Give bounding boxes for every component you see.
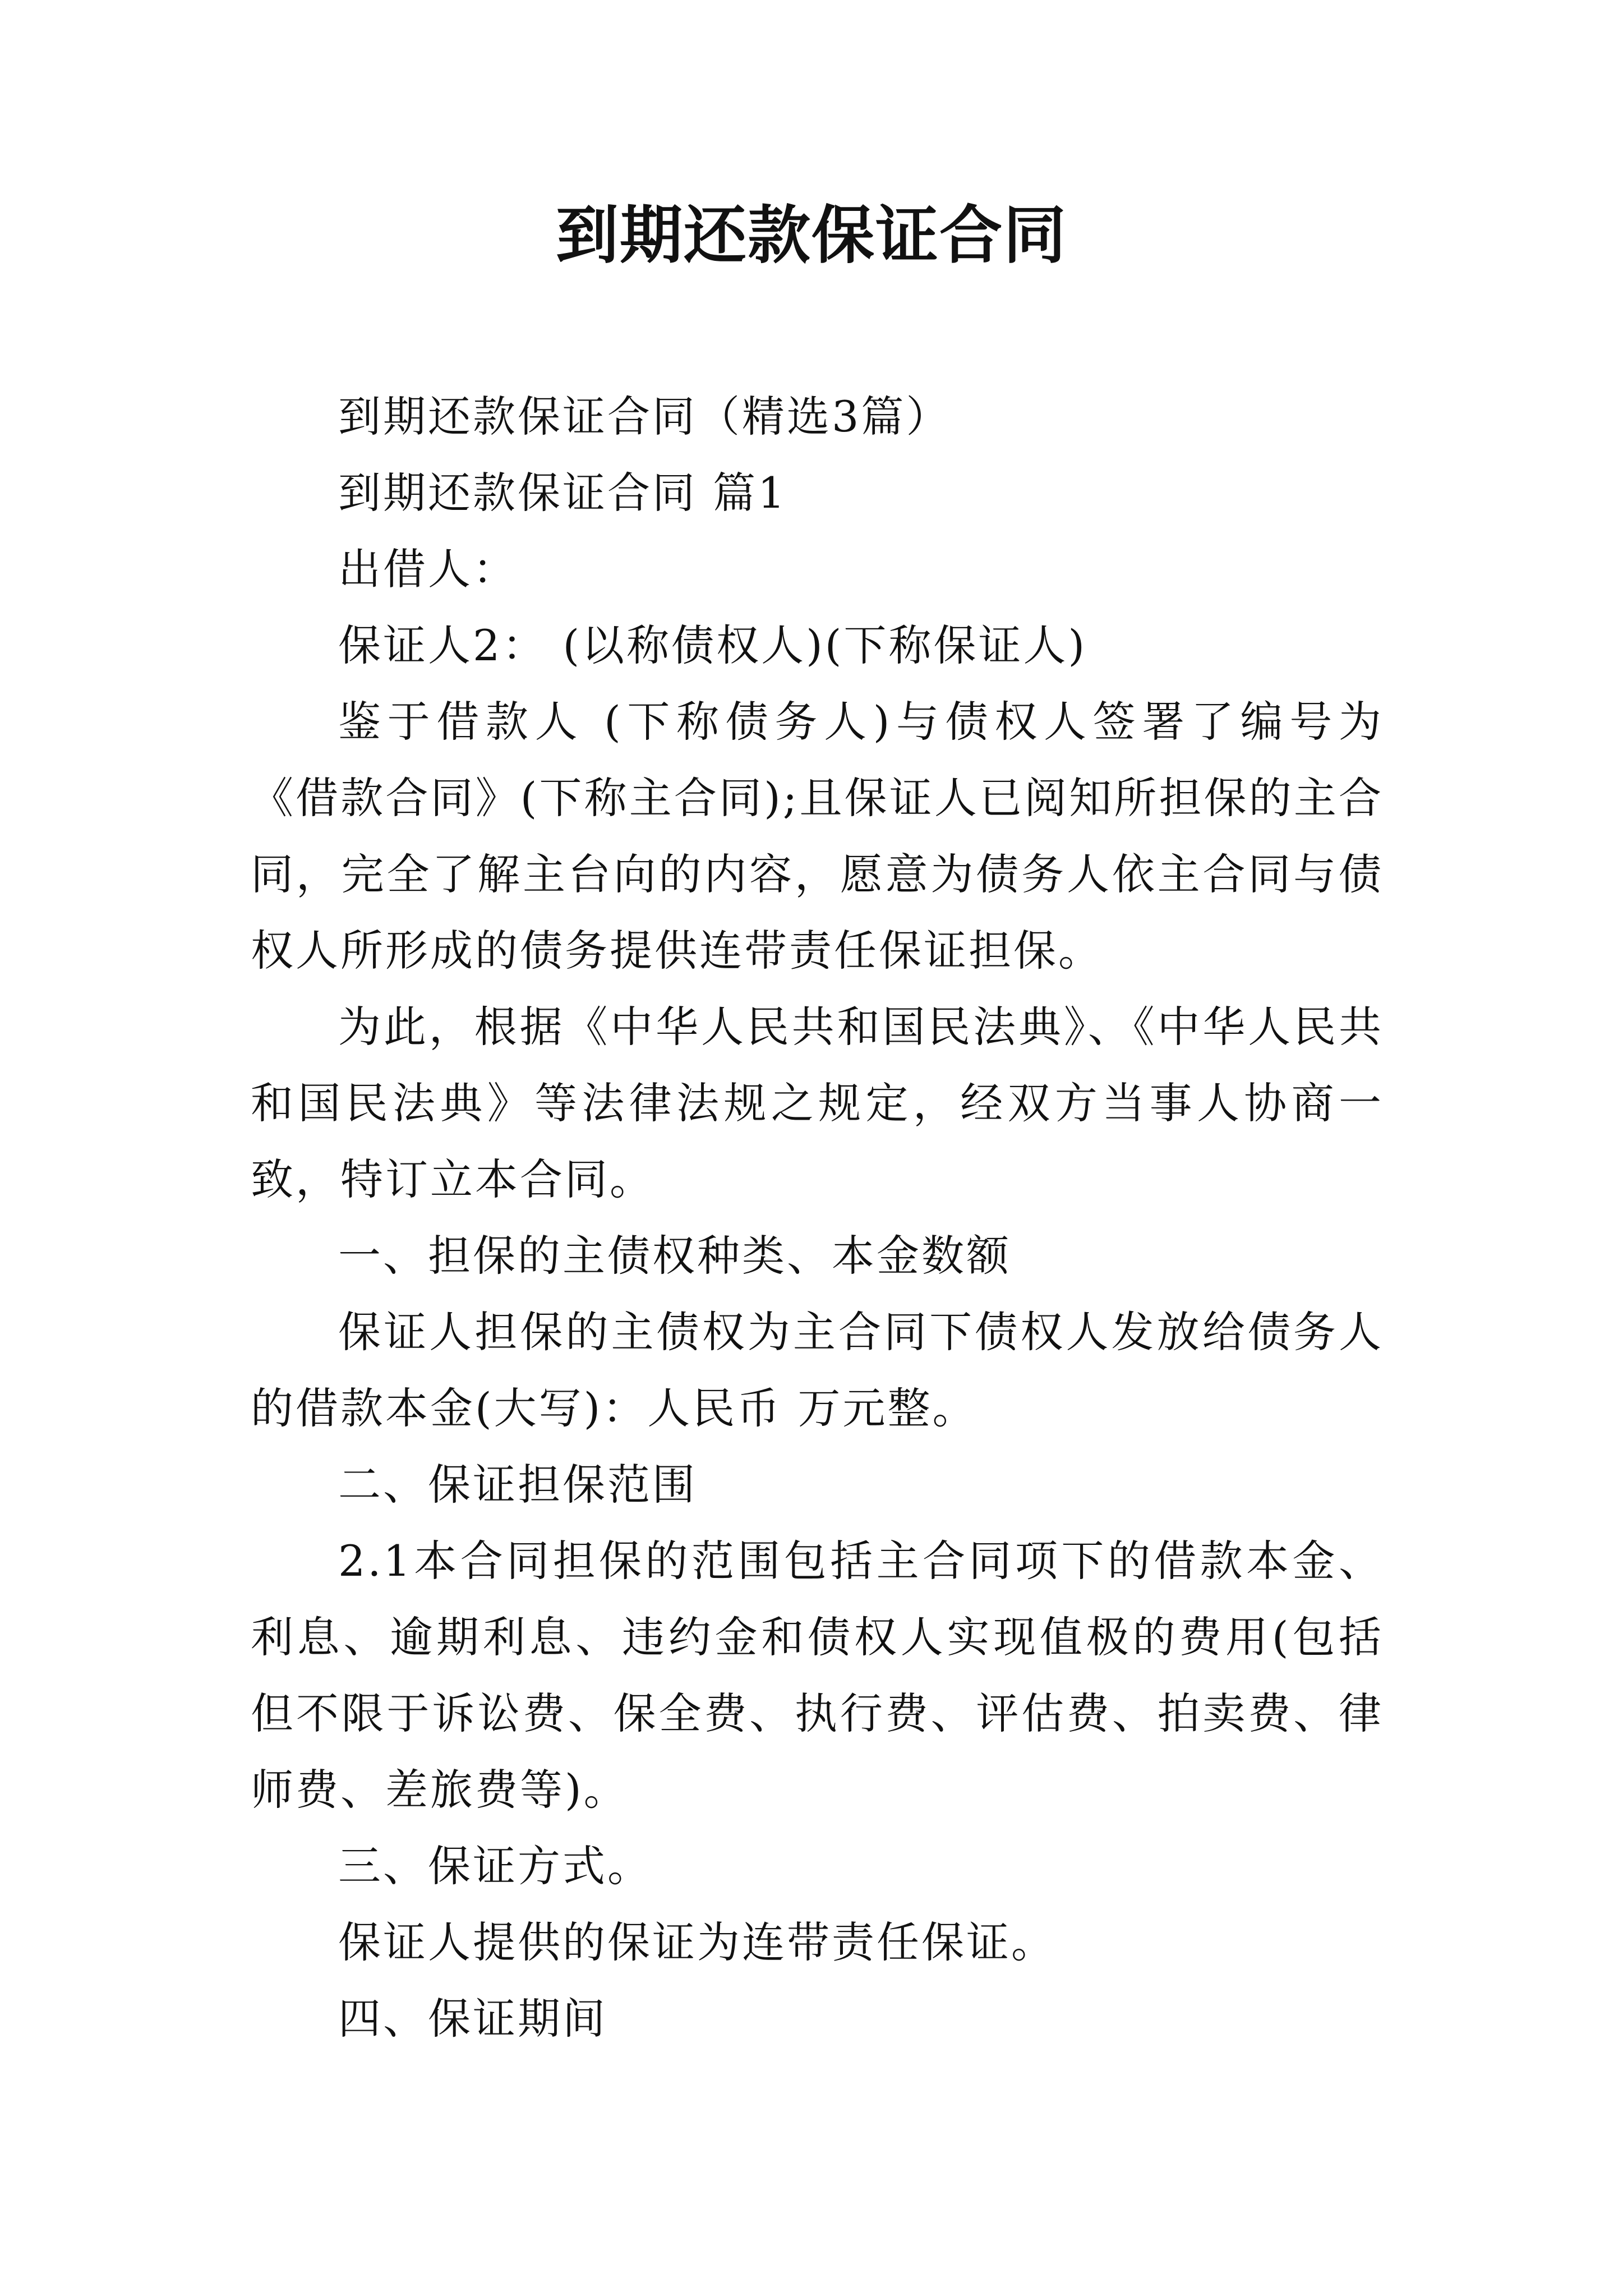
paragraph: 保证人提供的保证为连带责任保证。 (338, 1917, 1056, 1967)
paragraph: 2.1本合同担保的范围包括主合同项下的借款本金、利息、逾期利息、违约金和债权人实现值极的费用(包括但不限于诉讼费、保全费、执行费、评估费、拍卖费、律师费、差旅费等)。 (251, 1536, 1384, 1815)
paragraph: 到期还款保证合同（精选3篇） (338, 392, 951, 441)
paragraph: 出借人： (338, 544, 518, 594)
section-heading: 四、保证期间 (338, 1994, 607, 2044)
paragraph: 保证人2： (以称债权人)(下称保证人) (338, 620, 1087, 670)
paragraph: 保证人担保的主债权为主合同下债权人发放给债务人的借款本金(大写)：人民币 万元整。 (251, 1307, 1384, 1433)
document-title: 到期还款保证合同 (556, 199, 1067, 272)
document-body (251, 379, 1384, 2057)
paragraph: 到期还款保证合同 篇1 (338, 468, 787, 518)
section-heading: 三、保证方式。 (338, 1841, 652, 1891)
paragraph: 鉴于借款人 (下称债务人)与债权人签署了编号为 《借款合同》(下称主合同);且保证人已阅知所担保的主合同，完全了解主台向的内容，愿意为债务人依主合同与债权人所形成的债务提供连带责任保证担保。 (251, 697, 1384, 976)
paragraph: 为此，根据《中华人民共和国民法典》、《中华人民共和国民法典》等法律法规之规定，经双方当事人协商一致，特订立本合同。 (251, 1002, 1384, 1204)
section-heading: 一、担保的主债权种类、本金数额 (338, 1231, 1011, 1281)
section-heading: 二、保证担保范围 (338, 1460, 697, 1510)
